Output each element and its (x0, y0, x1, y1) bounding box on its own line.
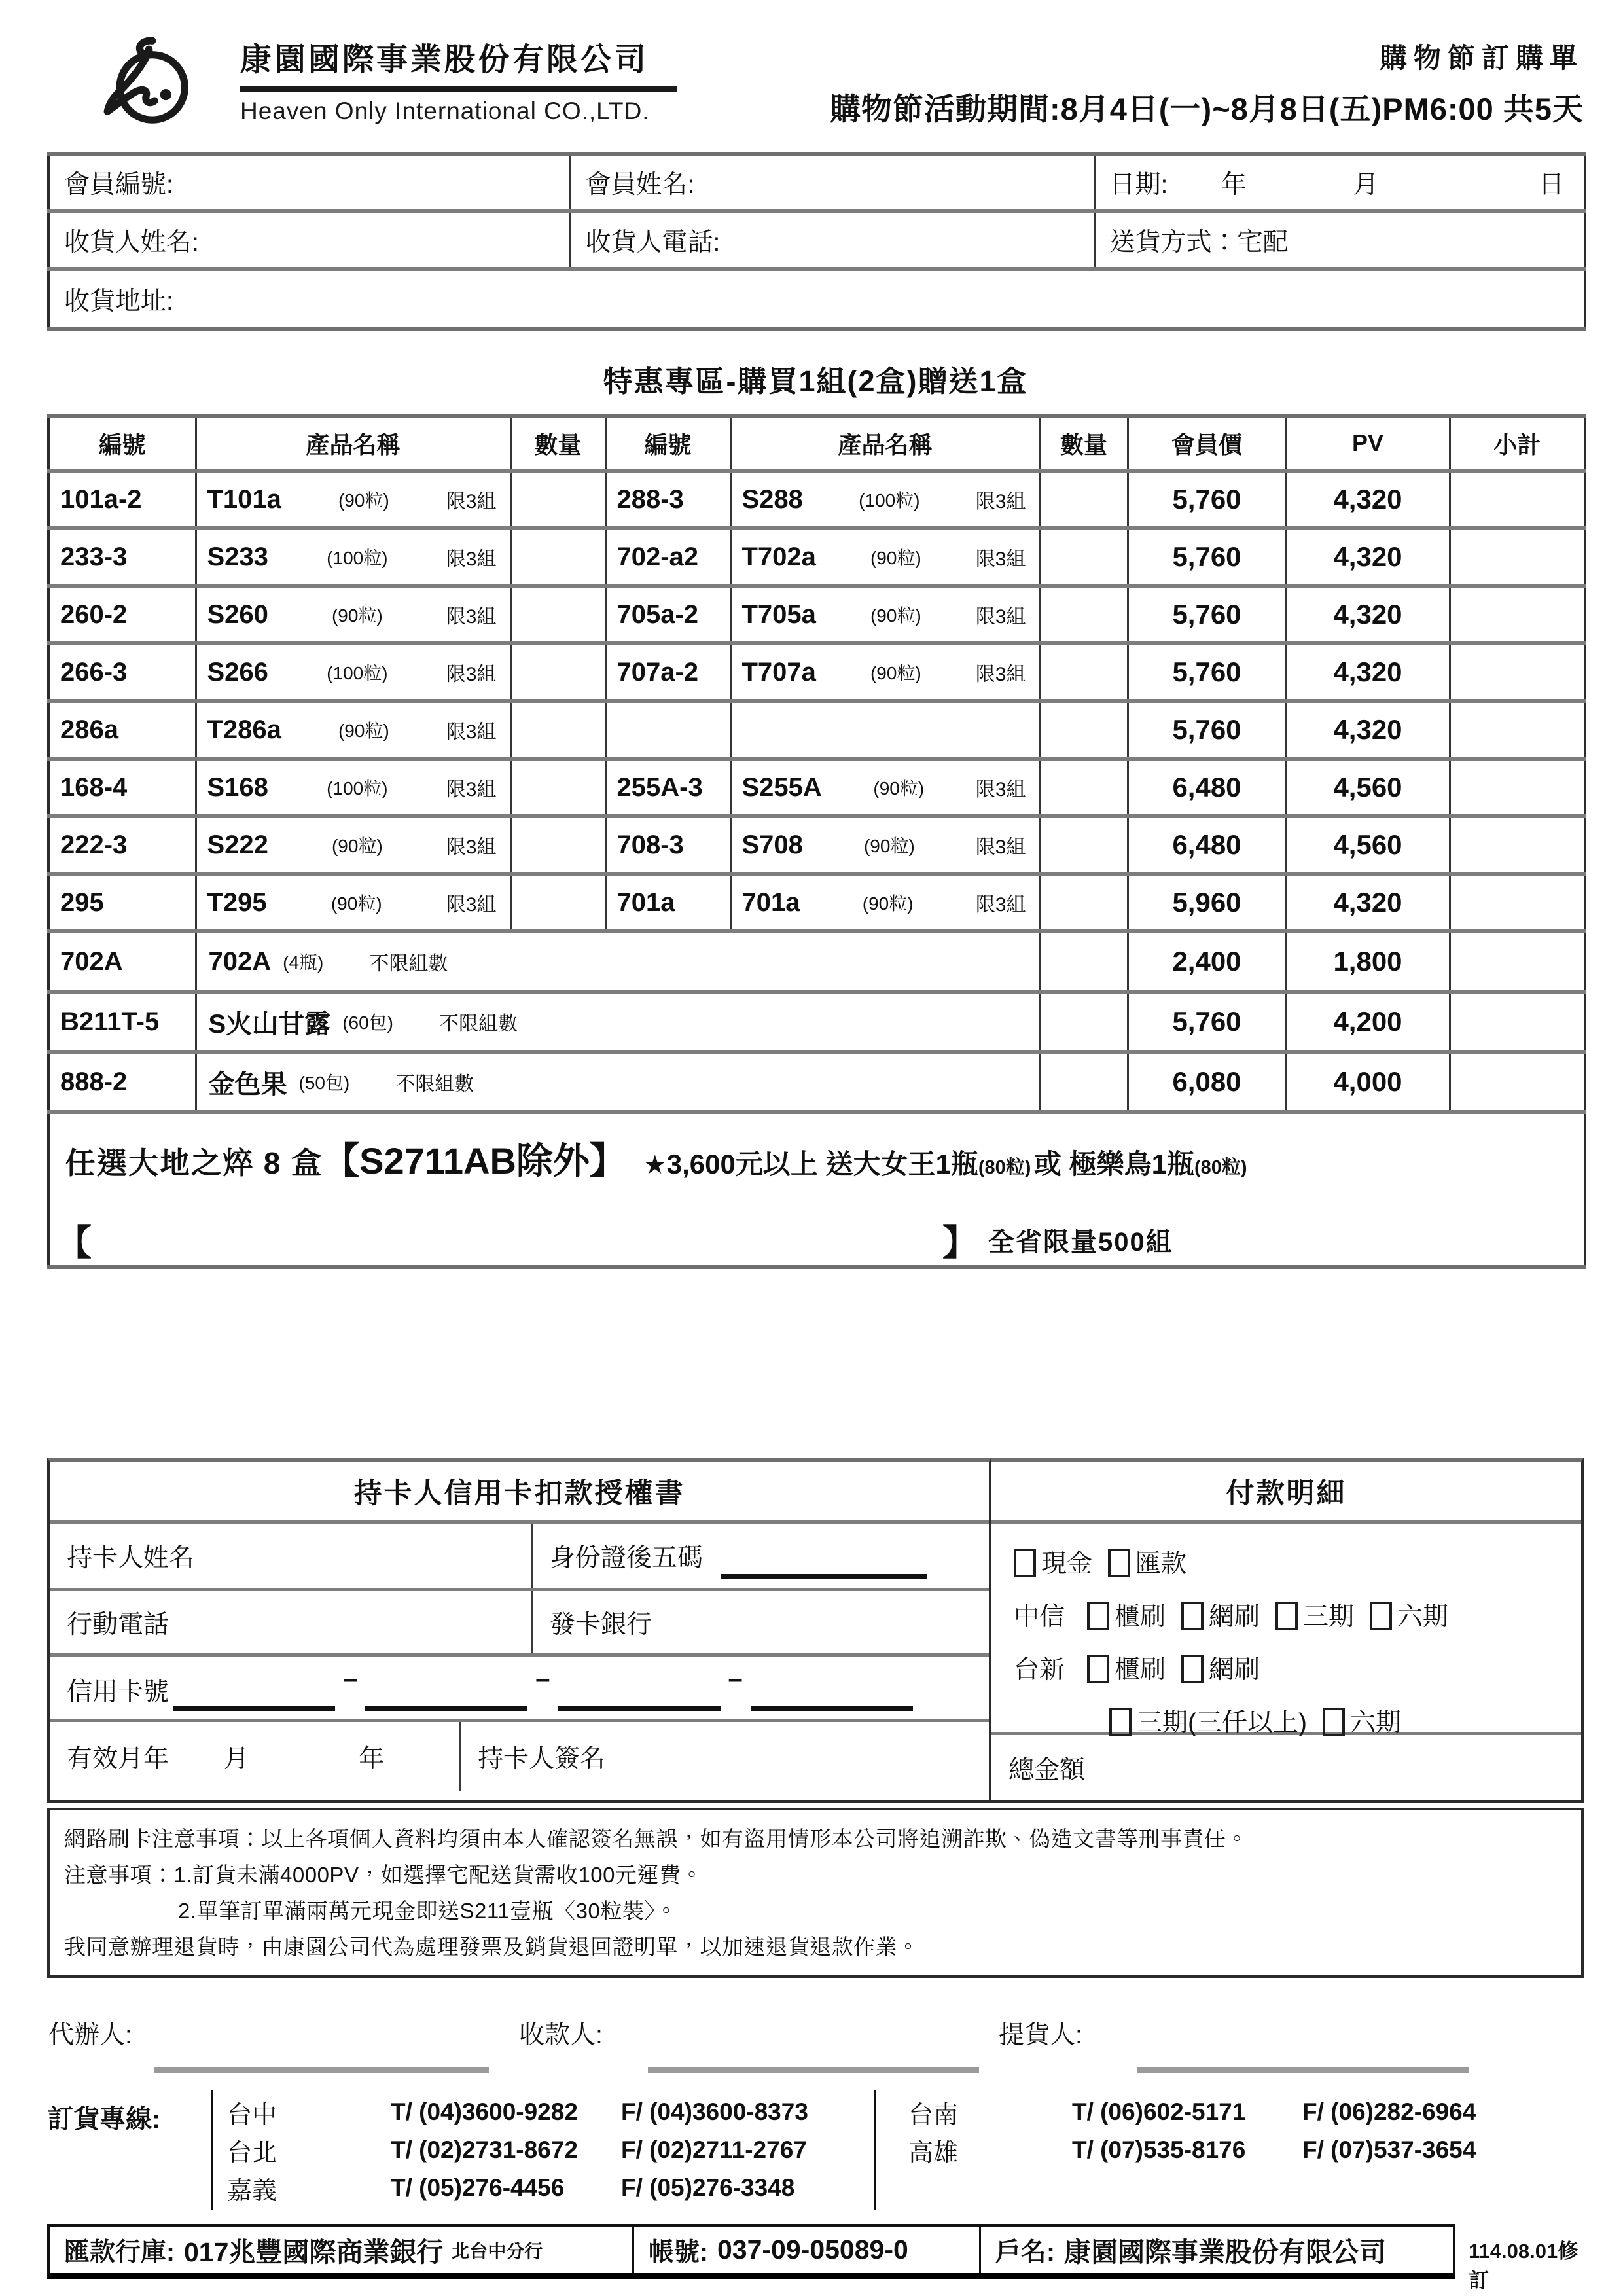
payment-options: 現金 匯款 中信 櫃刷 網刷 三期 六期 台新 櫃刷 網刷 三期(三仟以上) 六期 (1014, 1550, 1449, 1737)
qty-input-cell[interactable] (1040, 471, 1128, 528)
company-name-zh: 康園國際事業股份有限公司 (240, 43, 649, 77)
picker-label: 提貨人: (999, 2021, 1082, 2049)
member-price: 5,760 (1128, 992, 1286, 1052)
payment-details (991, 1458, 1584, 1803)
product-code: 266-3 (60, 657, 128, 687)
col-header-qty1: 數量 (510, 416, 605, 471)
promo-line-2: 【 】 全省限量500組 (56, 1223, 1173, 1263)
table-row: 233-3 S233 (100粒) 限3組 702-a2 T702a (90粒) 限3組 5,760 4,320 (48, 528, 1585, 586)
member-price: 5,760 (1128, 586, 1286, 643)
product-code: 707a-2 (605, 643, 730, 701)
qty-input-cell[interactable] (510, 874, 605, 931)
member-row-3 (48, 269, 1585, 329)
date-field[interactable]: 日期: 年 月 日 (1094, 154, 1585, 211)
note-line: 注意事項：1.訂貨未滿4000PV，如選擇宅配送貨需收100元運費。 (64, 1863, 704, 1887)
subtotal-input-cell[interactable] (1450, 816, 1585, 874)
hotline-label: 訂貨專線: (47, 2105, 161, 2134)
member-price: 6,480 (1128, 759, 1286, 816)
product-code: 255A-3 (605, 759, 730, 816)
table-row-merged: B211T-5 S火山甘露 (60包) 不限組數 5,760 4,200 (48, 992, 1585, 1052)
hotline-west-column (211, 2090, 874, 2210)
checkbox-taishin-online[interactable] (1181, 1655, 1204, 1683)
payment-title: 付款明細 (1226, 1477, 1347, 1509)
col-header-price: 會員價 (1128, 416, 1286, 471)
member-row-2 (48, 211, 1585, 269)
qty-input-cell[interactable] (1040, 992, 1128, 1052)
pv-value: 4,320 (1286, 701, 1450, 759)
product-code: 260-2 (60, 600, 128, 629)
note-line: 網路刷卡注意事項：以上各項個人資料均須由本人確認簽名無誤，如有盜用情形本公司將追溯詐欺、偽造文書等刑事責任。 (64, 1827, 1248, 1851)
doc-title: 購物節訂購單 (1379, 43, 1584, 73)
cardholder-name-field[interactable]: 持卡人姓名 (67, 1544, 195, 1572)
member-price: 6,480 (1128, 816, 1286, 874)
table-row: 266-3 S266 (100粒) 限3組 707a-2 T707a (90粒) 限3組 5,760 4,320 (48, 643, 1585, 701)
member-no-field[interactable]: 會員編號: (64, 171, 173, 199)
account-number-cell: 帳號: 037-09-05089-0 (632, 2227, 979, 2273)
product-code: 233-3 (60, 542, 128, 571)
qty-input-cell[interactable] (1040, 816, 1128, 874)
pv-value: 4,560 (1286, 816, 1450, 874)
product-code: 168-4 (60, 772, 128, 802)
issuing-bank-field[interactable]: 發卡銀行 (531, 1591, 989, 1653)
pv-value: 4,320 (1286, 528, 1450, 586)
agent-label: 代辦人: (48, 2021, 132, 2049)
subtotal-input-cell[interactable] (1450, 586, 1585, 643)
table-row-merged: 702A 702A (4瓶) 不限組數 2,400 1,800 (48, 931, 1585, 992)
qty-input-cell[interactable] (510, 586, 605, 643)
bank-remittance-bar (47, 2224, 1455, 2279)
qty-input-cell[interactable] (1040, 759, 1128, 816)
event-period: 購物節活動期間:8月4日(一)~8月8日(五)PM6:00 共5天 (829, 92, 1584, 126)
pv-value: 4,320 (1286, 471, 1450, 528)
subtotal-input-cell[interactable] (1450, 701, 1585, 759)
qty-input-cell[interactable] (1040, 701, 1128, 759)
checkbox-taishin-3installments[interactable] (1109, 1708, 1132, 1736)
promo-row (48, 1112, 1585, 1267)
table-row: 295 T295 (90粒) 限3組 701a 701a (90粒) 限3組 5,960 4,320 (48, 874, 1585, 931)
credit-and-payment-section (47, 1458, 1584, 1803)
card-number-blank-2[interactable] (365, 1706, 527, 1711)
subtotal-input-cell[interactable] (1450, 874, 1585, 931)
order-hotline (47, 2090, 1584, 2210)
member-price: 5,960 (1128, 874, 1286, 931)
signature-row (47, 2007, 1584, 2088)
account-holder-cell: 戶名: 康園國際事業股份有限公司 (979, 2227, 1453, 2273)
col-header-qty2: 數量 (1040, 416, 1128, 471)
company-underline (240, 86, 677, 92)
star-icon: ★ (643, 1151, 667, 1179)
pv-value: 4,320 (1286, 643, 1450, 701)
mobile-field[interactable]: 行動電話 (67, 1610, 169, 1639)
qty-input-cell[interactable] (510, 643, 605, 701)
hotline-row: 台北 T/ (02)2731-8672 F/ (02)2711-2767 (227, 2136, 807, 2167)
member-price: 5,760 (1128, 471, 1286, 528)
qty-input-cell[interactable] (510, 701, 605, 759)
col-header-code2: 編號 (605, 416, 730, 471)
product-code: 708-3 (605, 816, 730, 874)
checkbox-remit[interactable] (1108, 1549, 1130, 1577)
checkbox-ctbc-6installments[interactable] (1370, 1602, 1392, 1630)
product-code: 888-2 (60, 1067, 128, 1096)
col-header-name1: 產品名稱 (196, 416, 510, 471)
qty-input-cell[interactable] (1040, 1052, 1128, 1112)
member-price: 5,760 (1128, 643, 1286, 701)
receiver-label: 收款人: (519, 2021, 603, 2049)
subtotal-input-cell[interactable] (1450, 643, 1585, 701)
qty-input-cell[interactable] (1040, 931, 1128, 992)
pv-value: 4,560 (1286, 759, 1450, 816)
picker-signature-line[interactable] (1137, 2067, 1469, 2073)
product-code: 222-3 (60, 830, 128, 859)
checkbox-ctbc-3installments[interactable] (1275, 1602, 1298, 1630)
member-price: 6,080 (1128, 1052, 1286, 1112)
note-line: 2.單筆訂單滿兩萬元現金即送S211壹瓶〈30粒裝〉。 (178, 1899, 677, 1923)
company-logo-icon (96, 34, 194, 135)
bank-remittance-section (47, 2224, 1584, 2292)
subtotal-input-cell[interactable] (1450, 471, 1585, 528)
card-number-blank-1[interactable] (173, 1706, 335, 1711)
note-line: 我同意辦理退貨時，由康園公司代為處理發票及銷貨退回證明單，以加速退貨退款作業。 (64, 1935, 919, 1959)
total-amount-field[interactable]: 總金額 (1008, 1755, 1086, 1784)
receiver-name-field[interactable]: 收貨人姓名: (64, 228, 199, 257)
col-header-subtotal: 小計 (1450, 416, 1585, 471)
table-row: 168-4 S168 (100粒) 限3組 255A-3 S255A (90粒) 限3組 6,480 4,560 (48, 759, 1585, 816)
product-code: 702A (60, 946, 123, 976)
pv-value: 4,320 (1286, 586, 1450, 643)
company-block (240, 34, 677, 125)
qty-input-cell[interactable] (1040, 643, 1128, 701)
member-price: 5,760 (1128, 701, 1286, 759)
product-code: 295 (60, 888, 104, 917)
qty-input-cell[interactable] (510, 816, 605, 874)
product-code: B211T-5 (60, 1007, 160, 1036)
subtotal-input-cell[interactable] (1450, 1052, 1585, 1112)
checkbox-ctbc-online[interactable] (1181, 1602, 1204, 1630)
qty-input-cell[interactable] (510, 528, 605, 586)
id-last5-blank[interactable] (721, 1574, 927, 1579)
hotline-south-column (874, 2090, 1584, 2210)
checkbox-taishin-counter[interactable] (1087, 1655, 1109, 1683)
product-code: 101a-2 (60, 484, 142, 514)
delivery-method-field[interactable]: 送貨方式：宅配 (1094, 211, 1585, 269)
section-title: 特惠專區-購買1組(2盒)贈送1盒 (603, 365, 1028, 398)
product-table (47, 414, 1586, 1269)
product-code: 702-a2 (605, 528, 730, 586)
checkbox-ctbc-counter[interactable] (1087, 1602, 1109, 1630)
receiver-tel-field[interactable]: 收貨人電話: (570, 211, 1094, 269)
header-right (830, 37, 1584, 129)
receiver-signature-line[interactable] (648, 2067, 979, 2073)
hotline-row: 高雄 T/ (07)535-8176 F/ (07)537-3654 (908, 2136, 1476, 2167)
subtotal-input-cell[interactable] (1450, 759, 1585, 816)
qty-input-cell[interactable] (510, 471, 605, 528)
id-last5-field[interactable]: 身份證後五碼 (531, 1524, 989, 1588)
qty-input-cell[interactable] (1040, 586, 1128, 643)
checkbox-cash[interactable] (1014, 1549, 1036, 1577)
pv-value: 4,200 (1286, 992, 1450, 1052)
product-table-header (48, 416, 1585, 471)
qty-input-cell[interactable] (510, 759, 605, 816)
product-code: 705a-2 (605, 586, 730, 643)
qty-input-cell[interactable] (1040, 528, 1128, 586)
card-number-blank-4[interactable] (751, 1706, 913, 1711)
product-code: 286a (60, 715, 118, 744)
hotline-row: 嘉義 T/ (05)276-4456 F/ (05)276-3348 (227, 2174, 795, 2205)
table-row: 286a T286a (90粒) 限3組 5,760 4,320 (48, 701, 1585, 759)
address-field[interactable]: 收貨地址: (64, 287, 173, 315)
qty-input-cell[interactable] (1040, 874, 1128, 931)
member-price: 5,760 (1128, 528, 1286, 586)
col-header-code1: 編號 (98, 431, 146, 458)
table-row-merged: 888-2 金色果 (50包) 不限組數 6,080 4,000 (48, 1052, 1585, 1112)
subtotal-input-cell[interactable] (1450, 931, 1585, 992)
col-header-pv: PV (1286, 416, 1450, 471)
card-number-blank-3[interactable] (558, 1706, 721, 1711)
col-header-name2: 產品名稱 (730, 416, 1040, 471)
member-name-field[interactable]: 會員姓名: (570, 154, 1094, 211)
member-info-table (47, 152, 1586, 331)
pv-value: 1,800 (1286, 931, 1450, 992)
signature-field[interactable]: 持卡人簽名 (459, 1722, 989, 1791)
remit-bank-cell: 匯款行庫: 017兆豐國際商業銀行 北台中分行 (64, 2237, 543, 2267)
table-row: 222-3 S222 (90粒) 限3組 708-3 S708 (90粒) 限3組 6,480 4,560 (48, 816, 1585, 874)
table-row: 101a-2 T101a (90粒) 限3組 288-3 S288 (100粒) 限3組 5,760 4,320 (48, 471, 1585, 528)
pv-value: 4,000 (1286, 1052, 1450, 1112)
credit-card-authorization (47, 1458, 991, 1803)
promo-line-1: 任選大地之焠 8 盒【S2711AB除外】 ★3,600元以上 送大女王1瓶(80粒) 或 極樂鳥1瓶(80粒) (65, 1140, 1247, 1181)
revision-note: 114.08.01修訂 (1469, 2240, 1578, 2292)
expiry-field[interactable]: 有效月年 月 年 (67, 1744, 385, 1773)
hotline-row: 台南 T/ (06)602-5171 F/ (06)282-6964 (908, 2098, 1476, 2129)
product-code: 701a (605, 874, 730, 931)
header (47, 0, 1584, 152)
hotline-row: 台中 T/ (04)3600-9282 F/ (04)3600-8373 (227, 2098, 808, 2129)
subtotal-input-cell[interactable] (1450, 992, 1585, 1052)
pv-value: 4,320 (1286, 874, 1450, 931)
card-number-field[interactable]: 信用卡號 – – – (50, 1657, 989, 1719)
agent-signature-line[interactable] (154, 2067, 489, 2073)
product-code (605, 701, 730, 759)
subtotal-input-cell[interactable] (1450, 528, 1585, 586)
member-row-1 (48, 154, 1585, 211)
notes (47, 1808, 1584, 1978)
credit-card-title: 持卡人信用卡扣款授權書 (353, 1477, 685, 1509)
company-name-en: Heaven Only International CO.,LTD. (240, 98, 650, 124)
table-row: 260-2 S260 (90粒) 限3組 705a-2 T705a (90粒) 限3組 5,760 4,320 (48, 586, 1585, 643)
checkbox-taishin-6installments[interactable] (1323, 1708, 1345, 1736)
member-price: 2,400 (1128, 931, 1286, 992)
product-code: 288-3 (605, 471, 730, 528)
